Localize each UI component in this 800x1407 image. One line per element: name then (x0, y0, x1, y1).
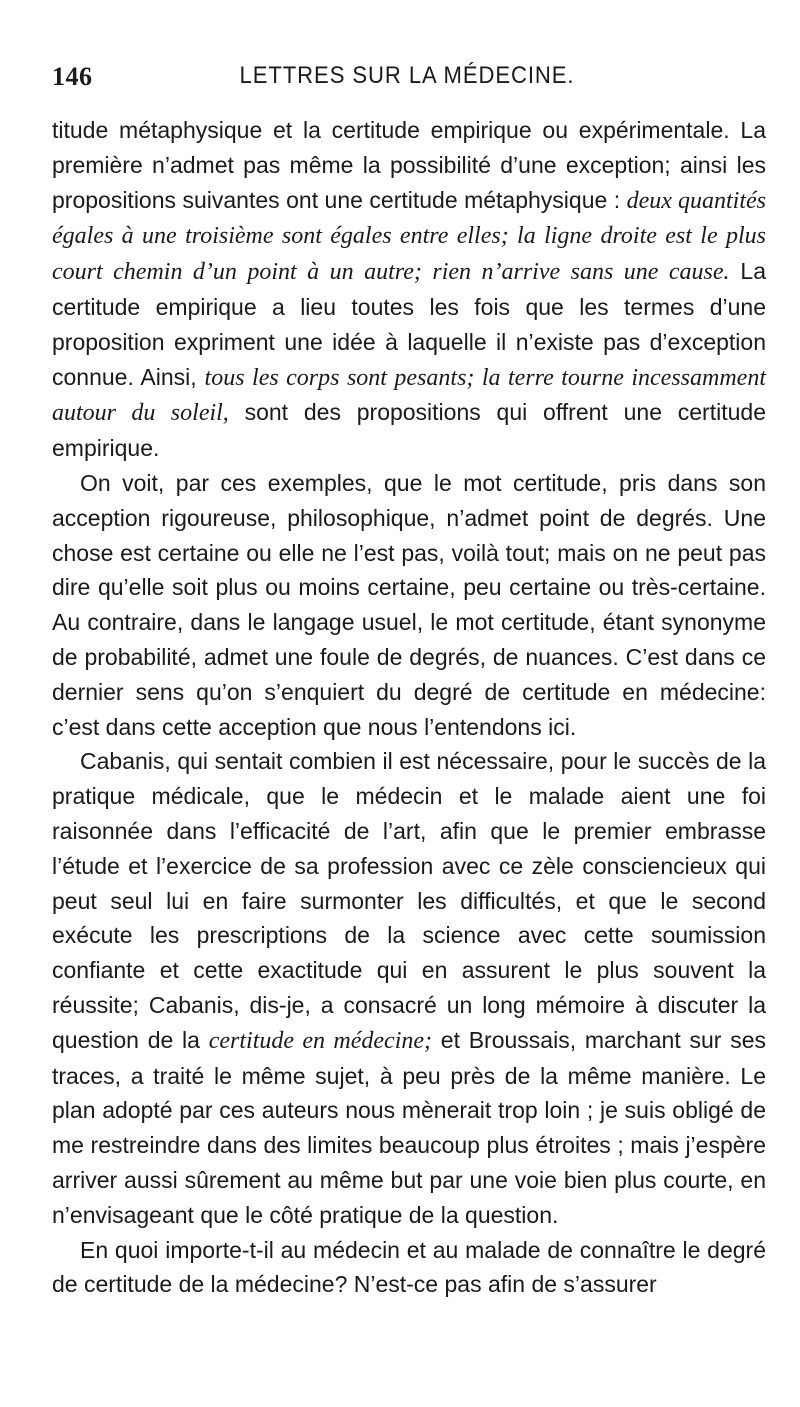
text-segment: Cabanis, qui sentait combien il est nécessaire, pour le succès de la pratique médicale, que le médecin et le malade aient une foi raisonnée dans l’efficacité de l’art, afin que le premier embrasse l’étude et l’exercice de sa profession avec ce zèle consciencieux qui peut seul lui en faire surmonter les difficultés, et que le second exécute les prescriptions de la science avec cette soumission confiante et cette exactitude qui en assurent le plus souvent la réussite; Cabanis, dis-je, a consacré un long mémoire à discuter la question de la (52, 748, 766, 1053)
body-text (52, 113, 766, 1302)
text-segment: En quoi importe-t-il au médecin et au malade de connaître le degré de certitude de la médecine? N’est-ce pas afin de s’assurer (52, 1236, 766, 1298)
text-segment: La certitude empirique a lieu toutes les fois que les termes d’une proposition expriment une idée à laquelle il n’existe pas d’exception connue. Ainsi, (52, 258, 766, 390)
italic-text-segment: certitude en médecine; (208, 1027, 433, 1054)
running-title: LETTRES SUR LA MÉDECINE. (239, 62, 575, 89)
text-segment: sont des propositions qui offrent une certitude empirique. (52, 399, 766, 462)
page-header (52, 62, 762, 102)
text-segment: titude métaphysique et la certitude empirique ou expérimentale. La première n’admet pas même la possibilité d’une exception; ainsi les propositions suivantes ont une certitude métaphysique : (52, 117, 766, 213)
italic-text-segment: deux quantités égales à une troisième sont égales entre elles; la ligne droite est le plus court chemin d’un point à un autre; rien n’arrive sans une cause. (52, 187, 766, 286)
text-segment: On voit, par ces exemples, que le mot certitude, pris dans son acception rigoureuse, philosophique, n’admet point de degrés. Une chose est certaine ou elle ne l’est pas, voilà tout; mais on ne peut pas dire qu’elle soit plus ou moins certaine, peu certaine ou très-certaine. Au contraire, dans le langage usuel, le mot certitude, étant synonyme de probabilité, admet une foule de degrés, de nuances. C’est dans ce dernier sens qu’on s’enquiert du degré de certitude en médecine: c’est dans cette acception que nous l’entendons ici. (52, 469, 766, 740)
paragraph-2 (52, 466, 766, 744)
paragraph-1 (52, 113, 766, 466)
paragraph-3 (52, 744, 766, 1232)
italic-text-segment: tous les corps sont pesants; la terre tourne incessamment autour du soleil, (52, 364, 766, 427)
text-segment: et Broussais, marchant sur ses traces, a traité le même sujet, à peu près de la même manière. Le plan adopté par ces auteurs nous mènerait trop loin ; je suis obligé de me restreindre dans des limites beaucoup plus étroites ; mais j’espère arriver aussi sûrement au même but par une voie bien plus courte, en n’envisageant que le côté pratique de la question. (52, 1026, 766, 1228)
paragraph-4 (52, 1233, 766, 1303)
page-number: 146 (52, 62, 93, 91)
